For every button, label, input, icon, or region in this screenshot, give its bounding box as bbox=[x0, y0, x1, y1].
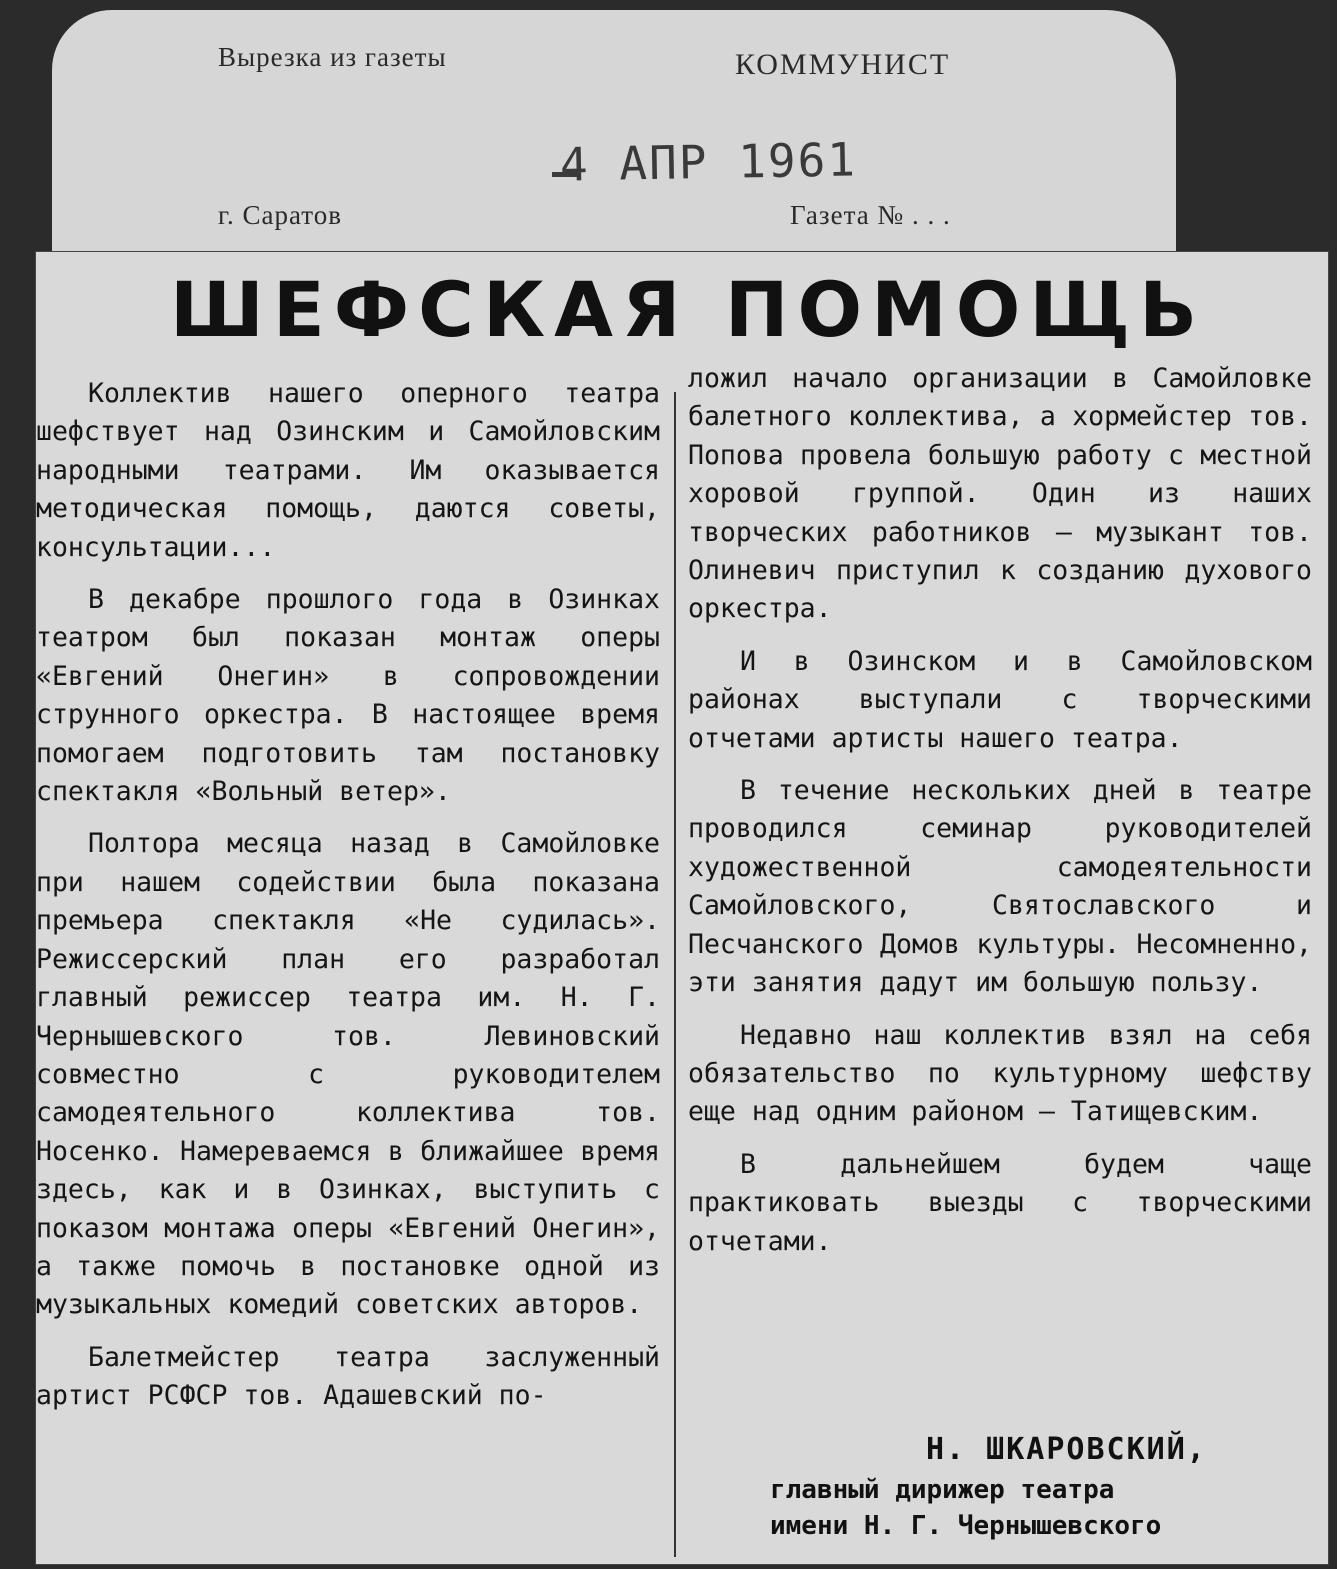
right-column bbox=[688, 360, 1312, 1440]
paragraph-continuation: ложил начало организации в Самойловке балетного коллектива, а хормейстер тов. Попова провела большую работу с местной хоровой группой. Один из наших творческих работников — музыкант тов. Олиневич приступил к созданию духового оркестра. bbox=[688, 363, 1312, 625]
paragraph: Коллектив нашего оперного театра шефствует над Озинским и Самойловским народными театрами. Им оказывается методическая помощь, даются советы, консультации... bbox=[36, 378, 660, 563]
city-label: г. Саратов bbox=[218, 200, 342, 230]
paragraph: Недавно наш коллектив взял на себя обязательство по культурному шефству еще над одним районом — Татищевским. bbox=[688, 1019, 1312, 1128]
paragraph: Полтора месяца назад в Самойловке при нашем содействии была показана премьера спектакля «Не судилась». Режиссерский план его разработал главный режиссер театра им. Н. Г. Чернышевского тов. Левиновский совместно с руководителем самодеятельного коллектива тов. Носенко. Намереваемся в ближайшее время здесь, как и в Озинках, выступить с показом монтажа оперы «Евгений Онегин», а также помочь в постановке одной из музыкальных комедий советских авторов. bbox=[36, 828, 660, 1321]
paragraph: В дальнейшем будем чаще практиковать выезды с творческими отчетами. bbox=[688, 1148, 1312, 1257]
newspaper-name: КОММУНИСТ bbox=[735, 48, 951, 81]
issue-label: Газета № . . . bbox=[790, 200, 951, 230]
paragraph: В декабре прошлого года в Озинках театром был показан монтаж оперы «Евгений Онегин» в сопровождении струнного оркестра. В настоящее время помогаем подготовить там постановку спектакля «Вольный ветер». bbox=[36, 584, 660, 808]
column-divider bbox=[674, 392, 676, 1557]
author-name: Н. ШКАРОВСКИЙ, bbox=[926, 1432, 1207, 1467]
author-role-line: главный дирижер театра bbox=[770, 1475, 1115, 1505]
author-role-line: имени Н. Г. Чернышевского bbox=[770, 1511, 1162, 1541]
left-column bbox=[36, 375, 660, 1560]
article-title: ШЕФСКАЯ ПОМОЩЬ bbox=[170, 265, 1206, 354]
paragraph: В течение нескольких дней в театре проводился семинар руководителей художественной самодеятельности Самойловского, Святославского и Песчанского Домов культуры. Несомненно, эти занятия дадут им большую пользу. bbox=[688, 775, 1312, 999]
paragraph: Балетмейстер театра заслуженный артист РСФСР тов. Адашевский по- bbox=[36, 1341, 660, 1412]
date-stamp: 4 АПР 1961 bbox=[559, 132, 858, 192]
paragraph: И в Озинском и в Самойловском районах выступали с творческими отчетами артисты нашего театра. bbox=[688, 645, 1312, 754]
clipping-label: Вырезка из газеты bbox=[218, 42, 447, 72]
author-role bbox=[770, 1472, 1288, 1544]
